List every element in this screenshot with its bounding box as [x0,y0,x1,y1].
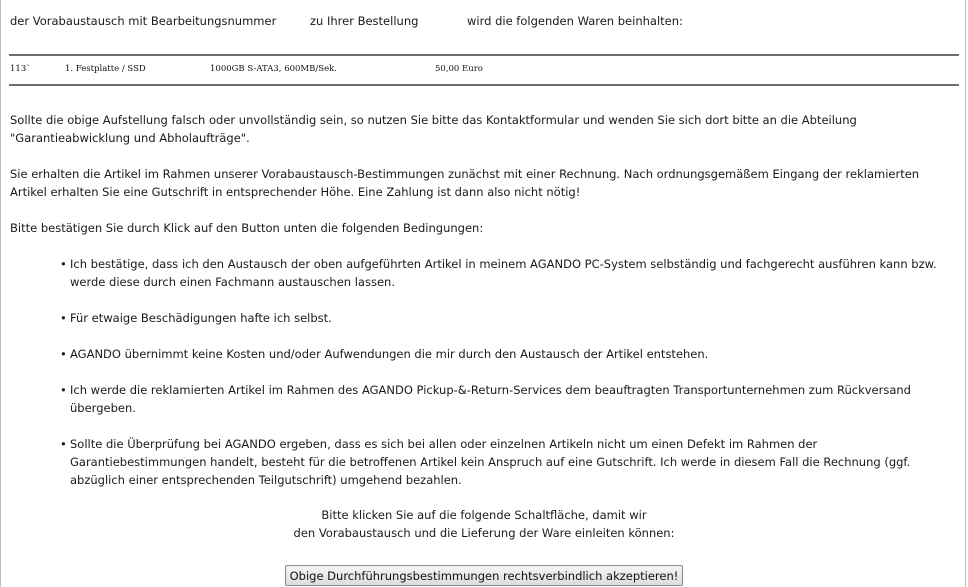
condition-text: Ich werde die reklamierten Artikel im Rahmen des AGANDO Pickup-&-Return-Services dem beauftragten Transportunternehmen zum Rückversand übergeben. [70,383,911,415]
condition-item-self-install [0,255,950,291]
condition-text: Ich bestätige, dass ich den Austausch der oben aufgeführten Artikel in meinem AGANDO PC-System selbständig und fachgerecht ausführen kann bzw. werde diese durch einen Fachmann austauschen lassen. [70,257,937,289]
order-table-top-rule [9,54,959,56]
condition-item-liability [0,309,950,327]
confirm-intro-paragraph: Bitte bestätigen Sie durch Klick auf den Button unten die folgenden Bedingungen: [10,221,484,235]
order-table-bottom-rule [9,84,959,86]
condition-item-no-defect-payment [0,435,950,489]
condition-text: AGANDO übernimmt keine Kosten und/oder Aufwendungen die mir durch den Austausch der Artikel entstehen. [70,347,709,361]
accept-terms-button[interactable]: Obige Durchführungsbestimmungen rechtsverbindlich akzeptieren! [285,565,683,586]
closing-line-1: Bitte klicken Sie auf die folgende Schaltfläche, damit wir [321,508,647,522]
intro-text-processing-number: der Vorabaustausch mit Bearbeitungsnummer [10,14,277,28]
order-item-position: 1. Festplatte / SSD [65,64,146,74]
intro-text-goods: wird die folgenden Waren beinhalten: [467,14,683,28]
bullet-icon: • [60,437,67,451]
closing-instructions [0,506,968,542]
conditions-list [0,255,960,507]
order-item-price: 50,00 Euro [435,64,483,74]
condition-item-return-shipping [0,381,950,417]
incorrect-list-paragraph: Sollte die obige Aufstellung falsch oder unvollständig sein, so nutzen Sie bitte das Kontaktformular und wenden Sie sich dort bitte an die Abteilung "Garantieabwicklung und Abholaufträge". [10,113,857,145]
condition-text: Für etwaige Beschädigungen hafte ich selbst. [70,311,332,325]
bullet-icon: • [60,311,67,325]
closing-line-2: den Vorabaustausch und die Lieferung der Ware einleiten können: [293,526,675,540]
condition-text: Sollte die Überprüfung bei AGANDO ergeben, dass es sich bei allen oder einzelnen Artikeln nicht um einen Defekt im Rahmen der Garantiebestimmungen handelt, besteht für die betroffenen Artikel kein Anspruch auf eine Gutschrift. Ich werde in diesem Fall die Rechnung (ggf. abzüglich einer entsprechenden Teilgutschrift) umgehend bezahlen. [70,437,911,487]
condition-item-no-costs [0,345,950,363]
intro-text-order: zu Ihrer Bestellung [310,14,419,28]
invoice-info-paragraph: Sie erhalten die Artikel im Rahmen unserer Vorabaustausch-Bestimmungen zunächst mit einer Rechnung. Nach ordnungsgemäßem Eingang der reklamierten Artikel erhalten Sie eine Gutschrift in entsprechender Höhe. Eine Zahlung ist dann also nicht nötig! [10,167,920,199]
bullet-icon: • [60,347,67,361]
order-item-description: 1000GB S-ATA3, 600MB/Sek. [210,64,337,74]
bullet-icon: • [60,257,67,271]
bullet-icon: • [60,383,67,397]
intro-line [10,14,683,28]
order-item-number: 113` [10,64,31,74]
